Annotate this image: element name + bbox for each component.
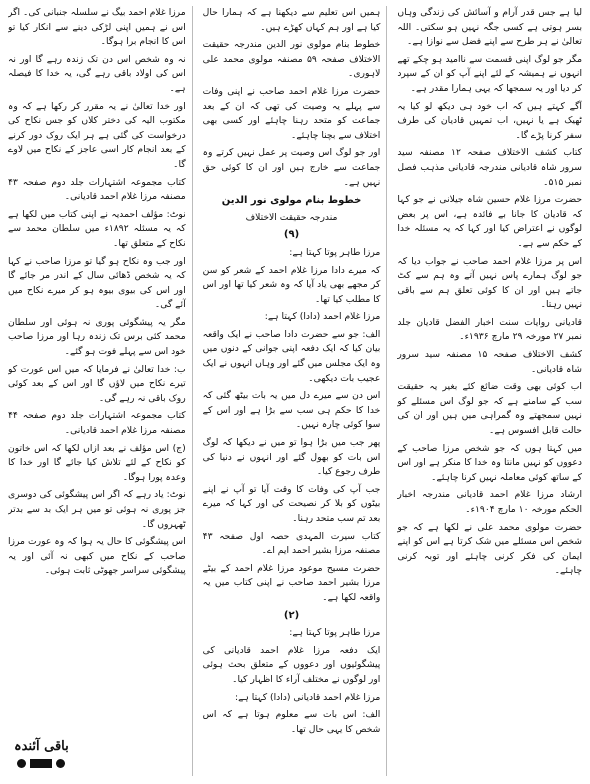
paragraph: اور جب وہ نکاح ہو گیا تو مرزا صاحب نے کہا کہ یہ شخص ڈھائی سال کے اندر مر جائے گا اور اس کی بیوی بیوہ ہو کر میرے نکاح میں آئے گی۔ (8, 255, 186, 311)
paragraph: ب: خدا تعالیٰ نے فرمایا کہ میں اس عورت کو تیرے نکاح میں لاؤں گا اور اس کے بعد کوئی روک باقی نہ رہے گی۔ (8, 363, 186, 404)
dot-icon (17, 759, 26, 768)
paragraph: الف: جو سے حضرت دادا صاحب نے ایک واقعہ بیان کیا کہ ایک دفعہ اپنی جوانی کے دنوں میں وہ ایک مجلس میں گئے اور وہاں انہوں نے ایک عجیب بات دیکھی۔ (202, 328, 381, 384)
citation: کتاب مجموعہ اشتہارات جلد دوم صفحہ ۴۳ مصنفہ مرزا غلام احمد قادیانی۔ (8, 176, 186, 203)
paragraph: لیا ہے جس قدر آرام و آسائش کی زندگی وہاں بسر ہوتی ہے کسی جگہ نہیں ہو سکتی۔ اللہ تعالیٰ نے ہر طرح سے اپنے فضل سے نوازا ہے۔ (397, 7, 582, 48)
citation: کتاب کشف الاختلاف صفحہ ۱۲ مصنفہ سید سرور شاہ قادیانی مندرجہ قادیانی مذہب فصل نمبر ۵۱۵۔ (397, 147, 582, 188)
text-columns (8, 6, 582, 776)
paragraph: (ج) اس مؤلف نے بعد ازاں لکھا کہ اس خاتون کو نکاح کے لئے تلاش کیا جائے گا اور خدا کا وعدہ پورا ہوگا۔ (8, 442, 186, 483)
section-number: (۹) (283, 229, 300, 241)
section-number: (۲) (283, 609, 300, 621)
citation: قادیانی روایات سنت اخبار الفضل قادیان جلد نمبر ۲۷ مورخہ ۲۹ مارچ ۱۹۳۶ء۔ (397, 316, 582, 343)
paragraph: مگر یہ پیشگوئی پوری نہ ہوئی اور سلطان محمد کئی برس تک زندہ رہا اور مرزا صاحب خود اس سے پہلے فوت ہو گئے۔ (8, 316, 186, 358)
paragraph: اس دن سے میرے دل میں یہ بات بیٹھ گئی کہ خدا کا حکم ہی سب سے بڑا ہے اور اس کے سوا کوئی چارہ نہیں۔ (202, 390, 381, 431)
dot-icon (56, 759, 65, 768)
paragraph: پھر جب میں بڑا ہوا تو میں نے دیکھا کہ لوگ اس بات کو بھول گئے اور انہوں نے دنیا کی طرف رجوع کیا۔ (202, 437, 381, 478)
paragraph: مرزا غلام احمد بیگ نے سلسلہ جنبانی کی۔ اگر اس نے ہمیں اپنی لڑکی دینے سے انکار کیا تو اس کا انجام برا ہوگا۔ (8, 7, 186, 48)
paragraph: حضرت مسیح موعود مرزا غلام احمد کے بیٹے مرزا بشیر احمد صاحب نے اپنی کتاب میں یہ واقعہ لکھا ہے۔ (202, 562, 381, 603)
paragraph: اور خدا تعالیٰ نے یہ مقرر کر رکھا ہے کہ وہ مکتوب الیہ کی دختر کلاں کو جس نکاح کی درخواست کی گئی ہے ہر ایک روک دور کرنے کے بعد انجام کار اسی عاجز کے نکاح میں لاوے گا۔ (8, 100, 186, 170)
paragraph: میں کہتا ہوں کہ جو شخص مرزا صاحب کے دعووں کو نہیں مانتا وہ خدا کا منکر ہے اور اس کے ساتھ کوئی معاملہ نہیں کرنا چاہئے۔ (397, 442, 582, 483)
paragraph: حضرت مرزا غلام حسین شاہ جیلانی نے جو کہا کہ قادیان کا جانا بے فائدہ ہے، اس پر بعض لوگوں نے اعتراض کیا اور کہا کہ یہ مسئلہ خدا کے حکم سے ہے۔ (397, 194, 582, 249)
section-heading: خطوط بنام مولوی نور الدین (221, 195, 362, 207)
citation: ارشاد مرزا غلام احمد قادیانی مندرجہ اخبار الحکم مورخہ ۱۰ مارچ ۱۹۰۴ء۔ (397, 489, 582, 515)
section-subheading: مندرجہ حقیقت الاختلاف (245, 211, 338, 223)
paragraph: نہ وہ شخص اس دن تک زندہ رہے گا اور نہ اس کی اولاد باقی رہے گی، یہ خدا کا فیصلہ ہے۔ (8, 53, 186, 94)
continued-label: باقی آئندہ (14, 739, 69, 755)
paragraph: ہمیں اس تعلیم سے دیکھنا ہے کہ ہمارا حال کیا ہے اور ہم کہاں کھڑے ہیں۔ (202, 7, 381, 33)
paragraph: الف: اس بات سے معلوم ہوتا ہے کہ اس شخص کا یہی حال تھا۔ (202, 709, 381, 735)
paragraph: مرزا طاہر پوتا کہتا ہے: (289, 246, 381, 258)
paragraph: اس پر مرزا غلام احمد صاحب نے جواب دیا کہ جو لوگ ہمارے پاس نہیں آتے وہ ہم سے کٹ جاتے ہیں اور ان کا کوئی تعلق ہم سے باقی نہیں رہتا۔ (397, 255, 582, 311)
paragraph: آگے کہتے ہیں کہ اب خود ہی دیکھ لو کیا یہ ٹھیک ہے یا نہیں، اب تمہیں قادیان کی طرف سفر کرنا پڑے گا۔ (397, 100, 582, 141)
paragraph: مرزا طاہر پوتا کہتا ہے: (289, 627, 381, 639)
paragraph: حضرت مولوی محمد علی نے لکھا ہے کہ جو شخص اس مسئلے میں شک کرتا ہے اس کو اپنے ایمان کی فکر کرنی چاہئے اور توبہ کرنی چاہئے۔ (397, 521, 582, 577)
citation: کشف الاختلاف صفحہ ۱۵ مصنفہ سید سرور شاہ قادیانی۔ (397, 349, 582, 375)
paragraph: مرزا غلام احمد قادیانی (دادا) کہتا ہے: (234, 691, 381, 703)
paragraph: نوٹ: مؤلف احمدیہ نے اپنی کتاب میں لکھا ہے کہ یہ مسئلہ ۱۸۹۲ء میں سلطان محمد سے نکاح کے متعلق تھا۔ (8, 208, 186, 249)
paragraph: کہ میرے دادا مرزا غلام احمد کے شعر کو سن کر مجھے بھی یاد آیا کہ وہ شعر کیا تھا اور اس کا مطلب کیا تھا۔ (202, 264, 381, 305)
citation: کتاب سیرت المہدی حصہ اول صفحہ ۴۳ مصنفہ مرزا بشیر احمد ایم اے۔ (202, 530, 381, 557)
bar-icon (30, 759, 52, 768)
paragraph: اور جو لوگ اس وصیت پر عمل نہیں کرتے وہ جماعت سے خارج ہیں اور ان کا کوئی حق نہیں ہے۔ (202, 147, 381, 188)
continued-mark (14, 740, 69, 768)
paragraph: نوٹ: یاد رہے کہ اگر اس پیشگوئی کی دوسری جز پوری نہ ہوئی تو میں ہر ایک بد سے بدتر ٹھہروں گا۔ (8, 489, 186, 530)
citation: کتاب مجموعہ اشتہارات جلد دوم صفحہ ۴۴ مصنفہ مرزا غلام احمد قادیانی۔ (8, 410, 186, 437)
paragraph: مرزا غلام احمد (دادا) کہتا ہے: (264, 311, 381, 323)
column-left (8, 6, 193, 776)
paragraph: مگر جو لوگ اپنی قسمت سے ناامید ہو چکے تھے انہوں نے ہمیشہ کے لئے اپنے آپ کو ان کے سپرد کر دیا اور یہ سمجھا کہ یہی ہمارا مقدر ہے۔ (397, 53, 582, 94)
paragraph: جب آپ کی وفات کا وقت آیا تو آپ نے اپنے بیٹوں کو بلا کر نصیحت کی اور کہا کہ میرے بعد تم سب متحد رہنا۔ (202, 483, 381, 524)
paragraph: حضرت مرزا غلام احمد صاحب نے اپنی وفات سے پہلے یہ وصیت کی تھی کہ ان کے بعد جماعت کو متحد رہنا چاہئے اور کسی بھی اختلاف سے بچنا چاہئے۔ (202, 85, 381, 141)
column-middle (203, 6, 388, 776)
paragraph: اب کوئی بھی وقت ضائع کئے بغیر یہ حقیقت سب کے سامنے ہے کہ جو لوگ اس مسئلے کو نہیں سمجھتے وہ گمراہی میں ہیں اور ان کی حالت قابل افسوس ہے۔ (397, 381, 582, 437)
column-right (397, 6, 582, 776)
ornament-icon (17, 759, 65, 768)
paragraph: اس پیشگوئی کا حال یہ ہوا کہ وہ عورت مرزا صاحب کے نکاح میں کبھی نہ آئی اور یہ پیشگوئی سراسر جھوٹی ثابت ہوئی۔ (8, 536, 186, 577)
paragraph: ایک دفعہ مرزا غلام احمد قادیانی کی پیشگوئیوں اور دعووں کے متعلق بحث ہوئی اور لوگوں نے مختلف آراء کا اظہار کیا۔ (202, 644, 381, 685)
citation: خطوط بنام مولوی نور الدین مندرجہ حقیقت الاختلاف صفحہ ۵۹ مصنفہ مولوی محمد علی لاہوری۔ (202, 39, 381, 80)
